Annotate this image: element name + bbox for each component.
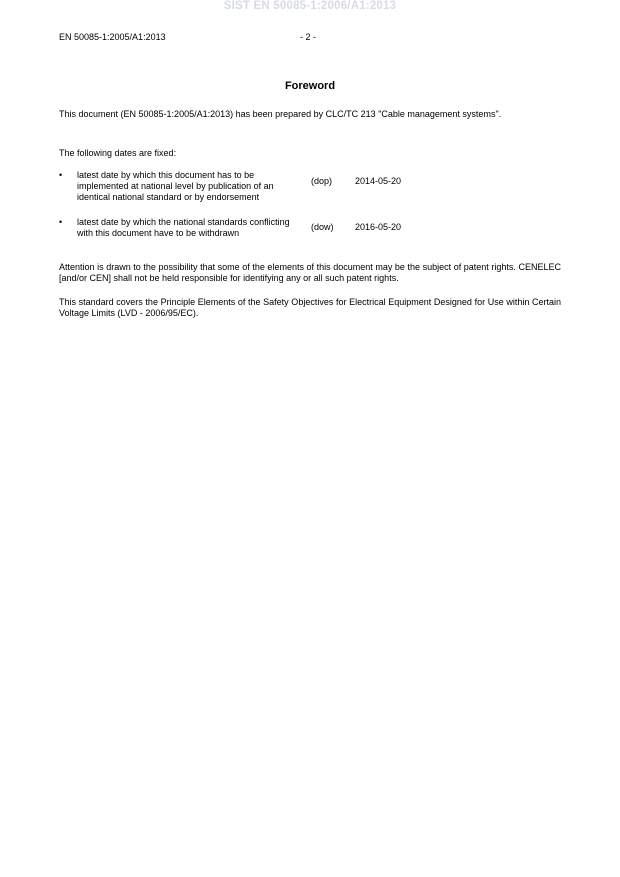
date-description: latest date by which this document has to be implemented at national level by publication of an identical national standard or by endorsement [77, 170, 274, 202]
intro-paragraph: This document (EN 50085-1:2005/A1:2013) has been prepared by CLC/TC 213 "Cable management systems". [59, 109, 502, 119]
date-abbreviation: (dow) [311, 222, 334, 232]
watermark: SIST EN 50085-1:2006/A1:2013 [223, 0, 397, 12]
date-abbreviation: (dop) [311, 176, 333, 186]
lvd-paragraph: This standard covers the Principle Elements of the Safety Objectives for Electrical Equipment Designed for Use within Certain Voltage Limits (LVD - 2006/95/EC). [59, 297, 561, 318]
date-description: latest date by which the national standards conflicting with this document have to be withdrawn [77, 217, 290, 238]
dates-intro-paragraph: The following dates are fixed: [59, 148, 177, 158]
page-number: - 2 - [300, 32, 317, 42]
bullet: • [59, 217, 63, 227]
bullet: • [59, 170, 63, 180]
date-value: 2016-05-20 [355, 222, 402, 232]
date-value: 2014-05-20 [355, 176, 402, 186]
date-item-dop [59, 170, 561, 217]
patent-paragraph: Attention is drawn to the possibility that some of the elements of this document may be the subject of patent rights. CENELEC [and/or CEN] shall not be held responsible for identifying any or all such patent rights. [59, 262, 561, 283]
document-reference: EN 50085-1:2005/A1:2013 [59, 32, 166, 42]
section-title: Foreword [284, 80, 336, 92]
dates-list [59, 170, 561, 254]
date-item-dow [59, 217, 561, 254]
